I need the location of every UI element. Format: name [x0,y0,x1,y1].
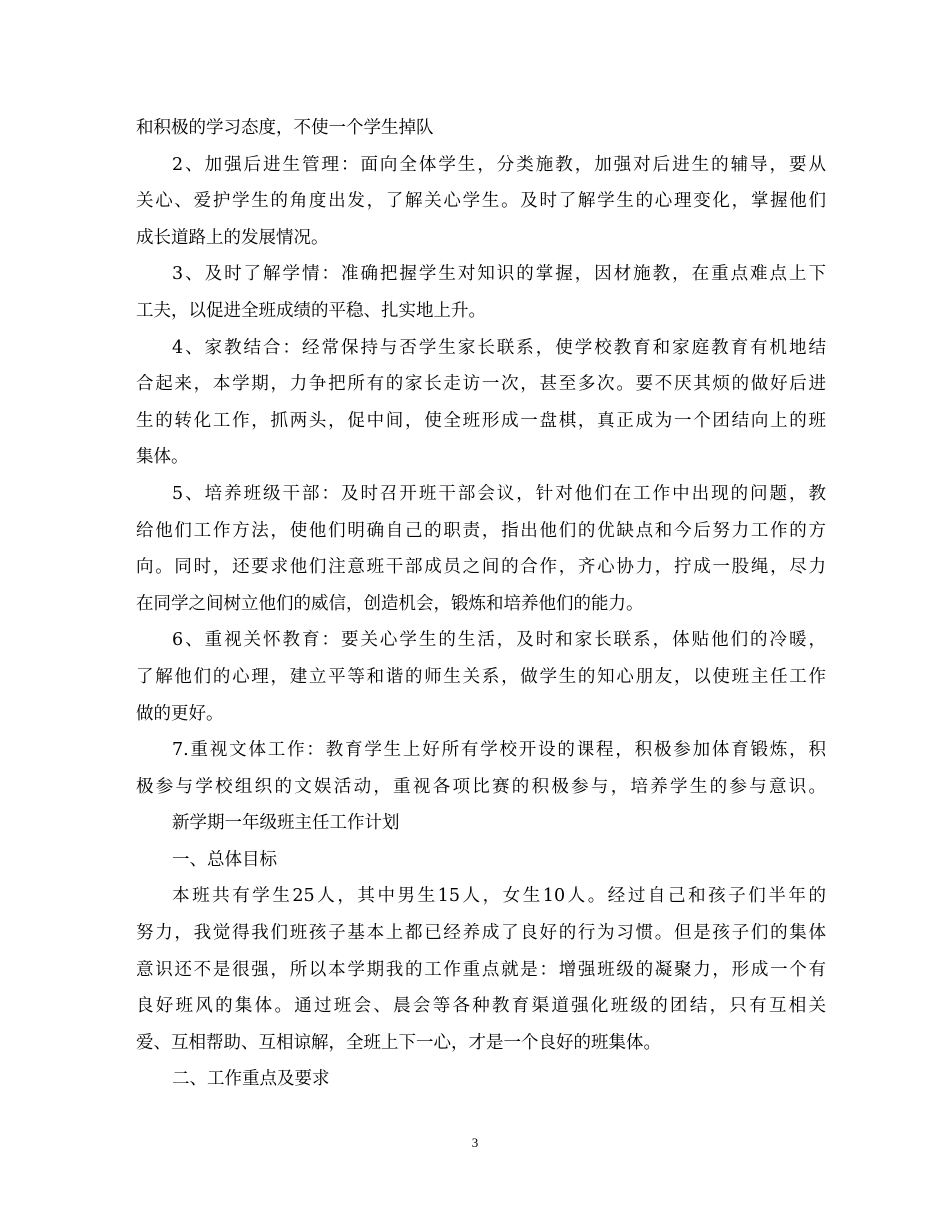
text-line: 工夫，以促进全班成绩的平稳、扎实地上升。 [136,300,486,321]
text-line: 集体。 [136,447,189,468]
page-number: 3 [471,1135,479,1150]
text-line: 在同学之间树立他们的威信，创造机会，锻炼和培养他们的能力。 [136,593,644,614]
text-line: 爱、互相帮助、互相谅解，全班上下一心，才是一个良好的班集体。 [136,1032,661,1053]
text-line: 意识还不是很强，所以本学期我的工作重点就是：增强班级的凝聚力，形成一个有 [136,959,826,980]
text-line: 本班共有学生25人，其中男生15人，女生10人。经过自己和孩子们半年的 [172,886,826,907]
text-line: 给他们工作方法，使他们明确自己的职责，指出他们的优缺点和今后努力工作的方 [136,520,826,541]
text-line: 极参与学校组织的文娱活动，重视各项比赛的积极参与，培养学生的参与意识。 [136,776,826,797]
text-line: 二、工作重点及要求 [172,1069,330,1090]
text-line: 良好班风的集体。通过班会、晨会等各种教育渠道强化班级的团结，只有互相关 [136,996,826,1017]
text-line: 成长道路上的发展情况。 [136,227,329,248]
text-line: 2、加强后进生管理：面向全体学生，分类施教，加强对后进生的辅导，要从 [172,154,826,175]
text-line: 生的转化工作，抓两头，促中间，使全班形成一盘棋，真正成为一个团结向上的班 [136,410,826,431]
text-line: 5、培养班级干部：及时召开班干部会议，针对他们在工作中出现的问题，教 [172,483,826,504]
text-line: 合起来，本学期，力争把所有的家长走访一次，甚至多次。要不厌其烦的做好后进 [136,374,826,395]
text-line: 3、及时了解学情：准确把握学生对知识的掌握，因材施教，在重点难点上下 [172,264,826,285]
text-line: 和积极的学习态度，不使一个学生掉队 [136,118,434,138]
text-line: 关心、爱护学生的角度出发，了解关心学生。及时了解学生的心理变化，掌握他们 [136,191,826,212]
text-line: 6、重视关怀教育：要关心学生的生活，及时和家长联系，体贴他们的冷暖， [172,630,826,651]
text-line: 做的更好。 [136,703,224,724]
text-line: 努力，我觉得我们班孩子基本上都已经养成了良好的行为习惯。但是孩子们的集体 [136,923,826,944]
text-line: 一、总体目标 [172,849,277,870]
text-line: 了解他们的心理，建立平等和谐的师生关系，做学生的知心朋友，以使班主任工作 [136,666,826,687]
body-text [136,110,826,1098]
text-line: 7.重视文体工作：教育学生上好所有学校开设的课程，积极参加体育锻炼，积 [172,740,826,761]
text-line: 向。同时，还要求他们注意班干部成员之间的合作，齐心协力，拧成一股绳，尽力 [136,557,826,578]
text-line: 4、家教结合：经常保持与否学生家长联系，使学校教育和家庭教育有机地结 [172,337,826,358]
text-line: 新学期一年级班主任工作计划 [172,813,400,834]
